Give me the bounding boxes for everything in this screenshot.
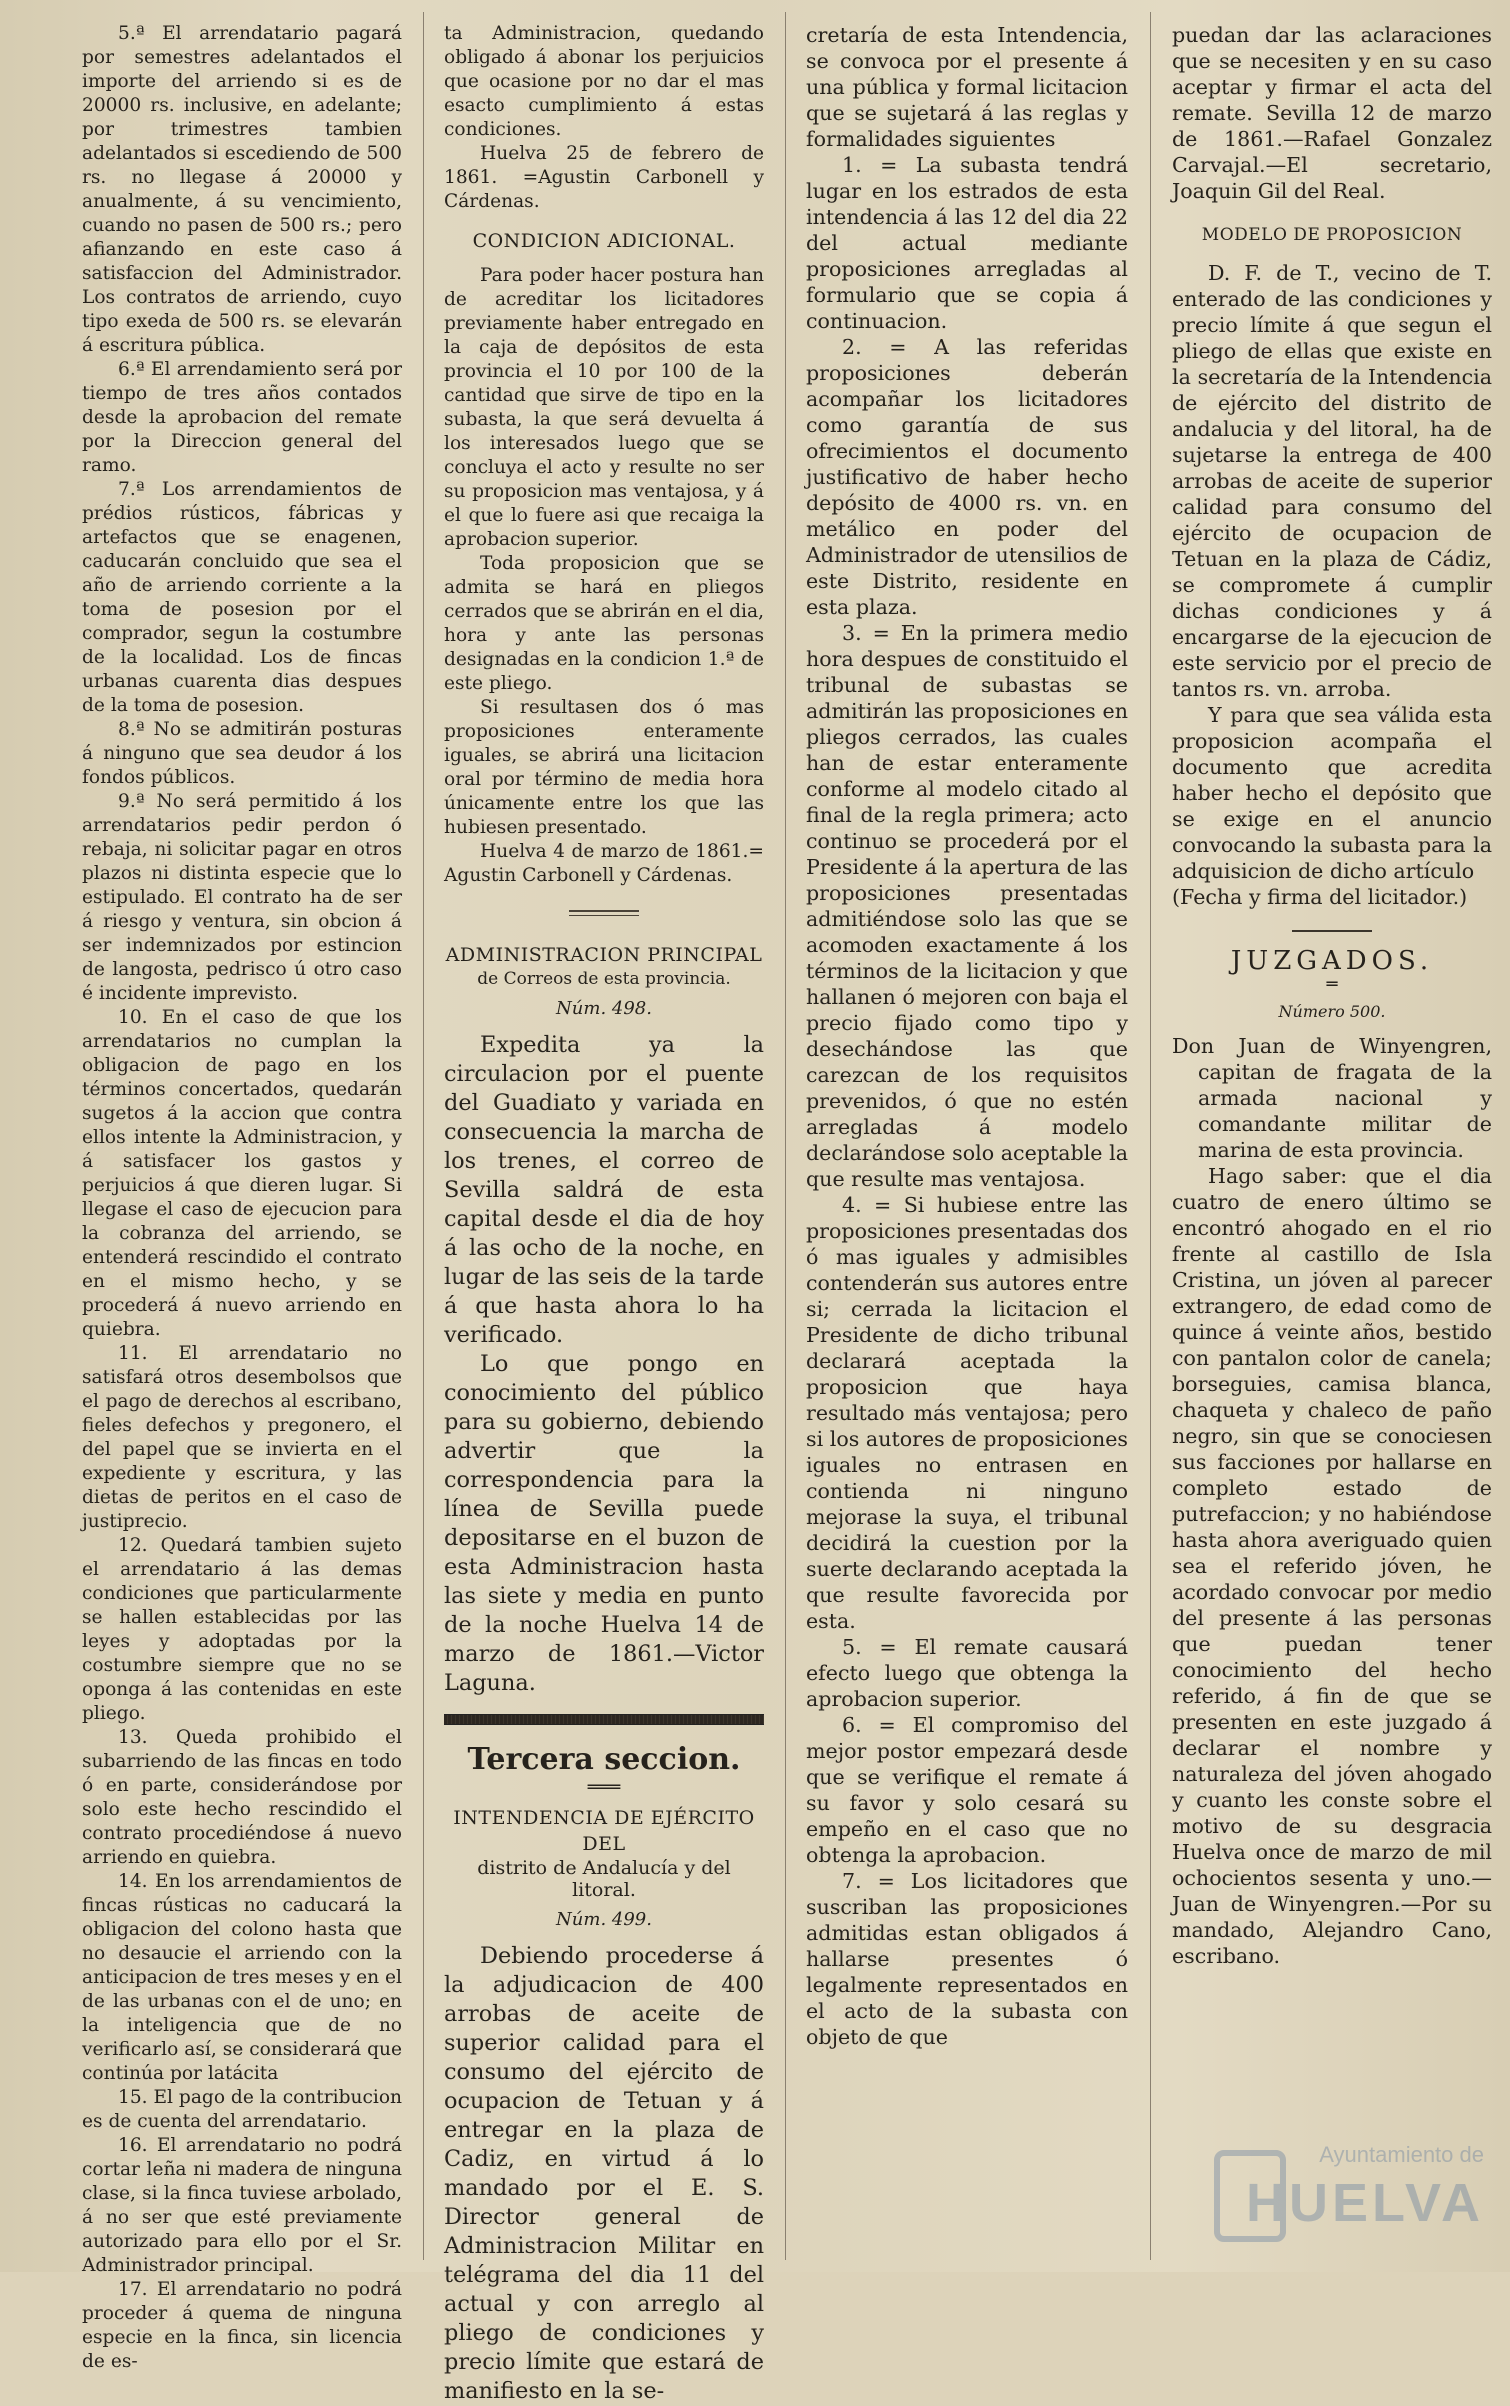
rule-paragraph: 7. = Los licitadores que suscriban las proposiciones admitidas estan obligados á hallarse presentes ó legalmente representados en el acto de la subasta con objeto de que [806, 1869, 1128, 2049]
paragraph: Para poder hacer postura han de acreditar los licitadores previamente haber entregado en la caja de depósitos de esta provincia el 10 por 100 de la cantidad que sirve de tipo en la subasta, la que será devuelta á los interesados luego que se concluya el acto y resulte no ser su proposicion mas ventajosa, y á el que lo fuere asi que recaiga la aprobacion superior. [444, 265, 764, 550]
notice-number: Núm. 498. [556, 998, 652, 1019]
section-heading: INTENDENCIA DE EJÉRCITO DEL [453, 1807, 755, 1855]
condition-paragraph: 7.ª Los arrendamientos de prédios rústicos, fábricas y artefactos que se enagenen, caducarán concluido que sea el año de arriendo corriente a la toma de posesion por el comprador, segun la costumbre de la localidad. Los de fincas urbanas cuarenta dias despues de la toma de posesion. [82, 479, 402, 716]
condition-paragraph: 6.ª El arrendamiento será por tiempo de tres años contados desde la aprobacion del remate por la Direccion general del ramo. [82, 359, 402, 476]
rule-paragraph: 2. = A las referidas proposiciones deberán acompañar los licitadores como garantía de sus ofrecimientos el documento justificativo de haber hecho depósito de 4000 rs. vn. en metálico en poder del Administrador de utensilios de este Distrito, residente en esta plaza. [806, 335, 1128, 619]
condition-paragraph: 8.ª No se admitirán posturas á ninguno que sea deudor á los fondos públicos. [82, 719, 402, 788]
condition-paragraph: 14. En los arrendamientos de fincas rústicas no caducará la obligacion del colono hasta que no desaucie el arriendo con la anticipacion de tres meses y en el de las urbanas con el de uno; en la inteligencia que de no verificarlo así, se considerará que continúa por latácita [82, 1871, 402, 2084]
rule-paragraph: 3. = En la primera medio hora despues de constituido el tribunal de subastas se admitirán las proposiciones en pliegos cerrados, las cuales han de estar enteramente conforme al modelo citado al final de la regla primera; acto continuo se procederá por el Presidente á la apertura de las proposiciones presentadas admitiéndose solo las que se acomoden exactamente á los términos de la licitacion y que hallanen ó mejoren con baja el precio fijado como tipo y desechándose las que carezcan de los requisitos prevenidos, ó que no estén arregladas á modelo declarándose solo aceptable la que resulte mas ventajosa. [806, 621, 1128, 1191]
watermark-logo [1214, 2132, 1484, 2252]
column-4 [1172, 22, 1492, 2258]
column-rule [1150, 12, 1151, 2260]
signature: Huelva 4 de marzo de 1861.= Agustin Carbonell y Cárdenas. [444, 841, 764, 886]
section-heading: MODELO DE PROPOSICION [1201, 225, 1463, 245]
section-subheading: de Correos de esta provincia. [477, 969, 731, 989]
column-rule [423, 12, 424, 2260]
column-2 [444, 22, 764, 2404]
section-heading: ADMINISTRACION PRINCIPAL [445, 944, 763, 966]
rule-paragraph: 6. = El compromiso del mejor postor empezará desde que se verifique el remate á su favor y solo cesará su empeño en el caso que no obtenga la aprobacion. [806, 1713, 1128, 1867]
condition-paragraph: 11. El arrendatario no satisfará otros desembolsos que el pago de derechos al escribano, fieles defechos y pregonero, el del papel que se invierta en el expediente y escritura, y las dietas de peritos en el caso de justiprecio. [82, 1343, 402, 1532]
divider: ═ [1326, 974, 1338, 995]
watermark-line2: HUELVA [1246, 2173, 1484, 2233]
condition-paragraph: 16. El arrendatario no podrá cortar leña ni madera de ninguna clase, si la finca tuviese arbolado, á no ser que esté previamente autorizado para ello por el Sr. Administrador principal. [82, 2135, 402, 2276]
paragraph: Expedita ya la circulacion por el puente del Guadiato y variada en consecuencia la marcha de los trenes, el correo de Sevilla saldrá de esta capital desde el dia de hoy á las ocho de la noche, en lugar de las seis de la tarde á que hasta ahora lo ha verificado. [444, 1032, 764, 1348]
notice-number: Número 500. [1278, 1002, 1386, 1021]
paragraph: D. F. de T., vecino de T. enterado de las condiciones y precio límite á que segun el pliego de ellas que existe en la secretaría de la Intendencia de ejército del distrito de andalucia y del litoral, ha de sujetarse la entrega de 400 arrobas de aceite de superior calidad para consumo del ejército de ocupacion de Tetuan en la plaza de Cádiz, se compromete á cumplir dichas condiciones y á encargarse de la ejecucion de este servicio por el precio de tantos rs. vn. arroba. [1172, 261, 1492, 701]
condition-paragraph: 17. El arrendatario no podrá proceder á quema de ninguna especie en la finca, sin licencia de es- [82, 2279, 402, 2372]
section-heading: CONDICION ADICIONAL. [472, 230, 736, 252]
section-subheading: distrito de Andalucía y del litoral. [477, 1857, 731, 1901]
edict-header: Don Juan de Winyengren, capitan de fragata de la armada nacional y comandante militar de marina de esta provincia. [1172, 1034, 1492, 1162]
section-title: Tercera seccion. [467, 1742, 741, 1777]
condition-paragraph: 12. Quedará tambien sujeto el arrendatario á las demas condiciones que particularmente se hallen establecidas por las leyes y adoptadas por la costumbre siempre que no se oponga á las contenidas en este pliego. [82, 1535, 402, 1724]
condition-paragraph: 13. Queda prohibido el subarriendo de las fincas en todo ó en parte, considerándose por solo este hecho rescindido el contrato procediéndose á nuevo arriendo en quiebra. [82, 1727, 402, 1868]
rule-paragraph: 5. = El remate causará efecto luego que obtenga la aprobacion superior. [806, 1635, 1128, 1711]
column-rule [785, 12, 786, 2260]
paragraph: Toda proposicion que se admita se hará en pliegos cerrados que se abrirán en el dia, hora y ante las personas designadas en la condicion 1.ª de este pliego. [444, 553, 764, 694]
section-divider [444, 1714, 764, 1725]
condition-paragraph: 9.ª No será permitido á los arrendatarios pedir perdon ó rebaja, ni solicitar pagar en otros plazos ni distinta especie que lo estipulado. El contrato ha de ser á riesgo y ventura, sin obcion á ser indemnizados por estincion de langosta, pedrisco ú otro caso é incidente imprevisto. [82, 791, 402, 1004]
divider [1292, 930, 1372, 932]
paragraph: Y para que sea válida esta proposicion acompaña el documento que acredita haber hecho el depósito que se exige en el anuncio convocando la subasta para la adquisicion de dicho artículo [1172, 703, 1492, 883]
divider: ═══ [587, 1777, 621, 1798]
condition-paragraph: 5.ª El arrendatario pagará por semestres adelantados el importe del arriendo si es de 20000 rs. inclusive, en adelante; por trimestres tambien adelantados si escediendo de 500 rs. no llegase á 20000 y anualmente, á su vencimiento, cuando no pasen de 500 rs.; pero afianzando en este caso á satisfaccion del Administrador. Los contratos de arriendo, cuyo tipo exeda de 500 rs. se elevarán á escritura pública. [82, 23, 402, 356]
continued-text: cretaría de esta Intendencia, se convoca por el presente á una pública y formal licitacion que se sujetará á las reglas y formalidades siguientes [806, 23, 1128, 151]
watermark-line1: Ayuntamiento de [1319, 2142, 1484, 2167]
divider [569, 910, 639, 916]
signature: Huelva 25 de febrero de 1861. =Agustin Carbonell y Cárdenas. [444, 143, 764, 212]
rule-paragraph: 1. = La subasta tendrá lugar en los estrados de esta intendencia á las 12 del dia 22 del actual mediante proposiciones arregladas al formulario que se copia á continuacion. [806, 153, 1128, 333]
column-3 [806, 22, 1128, 2258]
condition-paragraph: 15. El pago de la contribucion es de cuenta del arrendatario. [82, 2087, 402, 2132]
notice-number: Núm. 499. [556, 1909, 652, 1930]
paragraph: Debiendo procederse á la adjudicacion de 400 arrobas de aceite de superior calidad para el consumo del ejército de ocupacion de Tetuan y á entregar en la plaza de Cadiz, en virtud á lo mandado por el E. S. Director general de Administracion Militar en telégrama del dia 11 del actual y con arreglo al pliego de condiciones y precio límite que estará de manifiesto en la se- [444, 1943, 764, 2404]
column-1 [82, 22, 402, 2372]
condition-paragraph: 10. En el caso de que los arrendatarios no cumplan la obligacion de pago en los términos concertados, quedarán sugetos á la accion que contra ellos intente la Administracion, y á satisfacer los gastos y perjuicios á que dieren lugar. Si llegase el caso de ejecucion para la cobranza del arriendo, se entenderá rescindido el contrato en el mismo hecho, y se procederá á nuevo arriendo en quiebra. [82, 1007, 402, 1340]
paragraph: Hago saber: que el dia cuatro de enero último se encontró ahogado en el rio frente al castillo de Isla Cristina, un jóven al parecer extrangero, de edad como de quince á veinte años, bestido con pantalon color de canela; borseguies, camisa blanca, chaqueta y chaleco de paño negro, sin que se conociesen sus facciones por hallarse en completo estado de putrefaccion; y no habiéndose hasta ahora averiguado quien sea el referido jóven, he acordado convocar por medio del presente á las personas que puedan tener conocimiento del hecho referido, á fin de que se presenten en este juzgado á declarar el nombre y naturaleza del jóven ahogado y cuanto les conste sobre el motivo de su desgracia Huelva once de marzo de mil ochocientos sesenta y uno.— Juan de Winyengren.—Por su mandado, Alejandro Cano, escribano. [1172, 1164, 1492, 1968]
paragraph: Lo que pongo en conocimiento del público para su gobierno, debiendo advertir que la correspondencia para la línea de Sevilla puede depositarse en el buzon de esta Administracion hasta las siete y media en punto de la noche Huelva 14 de marzo de 1861.—Victor Laguna. [444, 1351, 764, 1696]
section-title: JUZGADOS. [1230, 946, 1434, 976]
signature: (Fecha y firma del licitador.) [1172, 885, 1468, 909]
continued-text: puedan dar las aclaraciones que se necesiten y en su caso aceptar y firmar el acta del remate. Sevilla 12 de marzo de 1861.—Rafael Gonzalez Carvajal.—El secretario, Joaquin Gil del Real. [1172, 23, 1492, 203]
rule-paragraph: 4. = Si hubiese entre las proposiciones presentadas dos ó mas iguales y admisibles contenderán sus autores entre si; cerrada la licitacion el Presidente de dicho tribunal declarará aceptada la proposicion que haya resultado más ventajosa; pero si los autores de proposiciones iguales no entrasen en contienda ni ninguno mejorase la suya, el tribunal decidirá la cuestion por la suerte declarando aceptada la que resulte favorecida por esta. [806, 1193, 1128, 1633]
continued-text: ta Administracion, quedando obligado á abonar los perjuicios que ocasione por no dar el mas esacto cumplimiento á estas condiciones. [444, 23, 764, 140]
paragraph: Si resultasen dos ó mas proposiciones enteramente iguales, se abrirá una licitacion oral por término de media hora únicamente entre los que las hubiesen presentado. [444, 697, 764, 838]
